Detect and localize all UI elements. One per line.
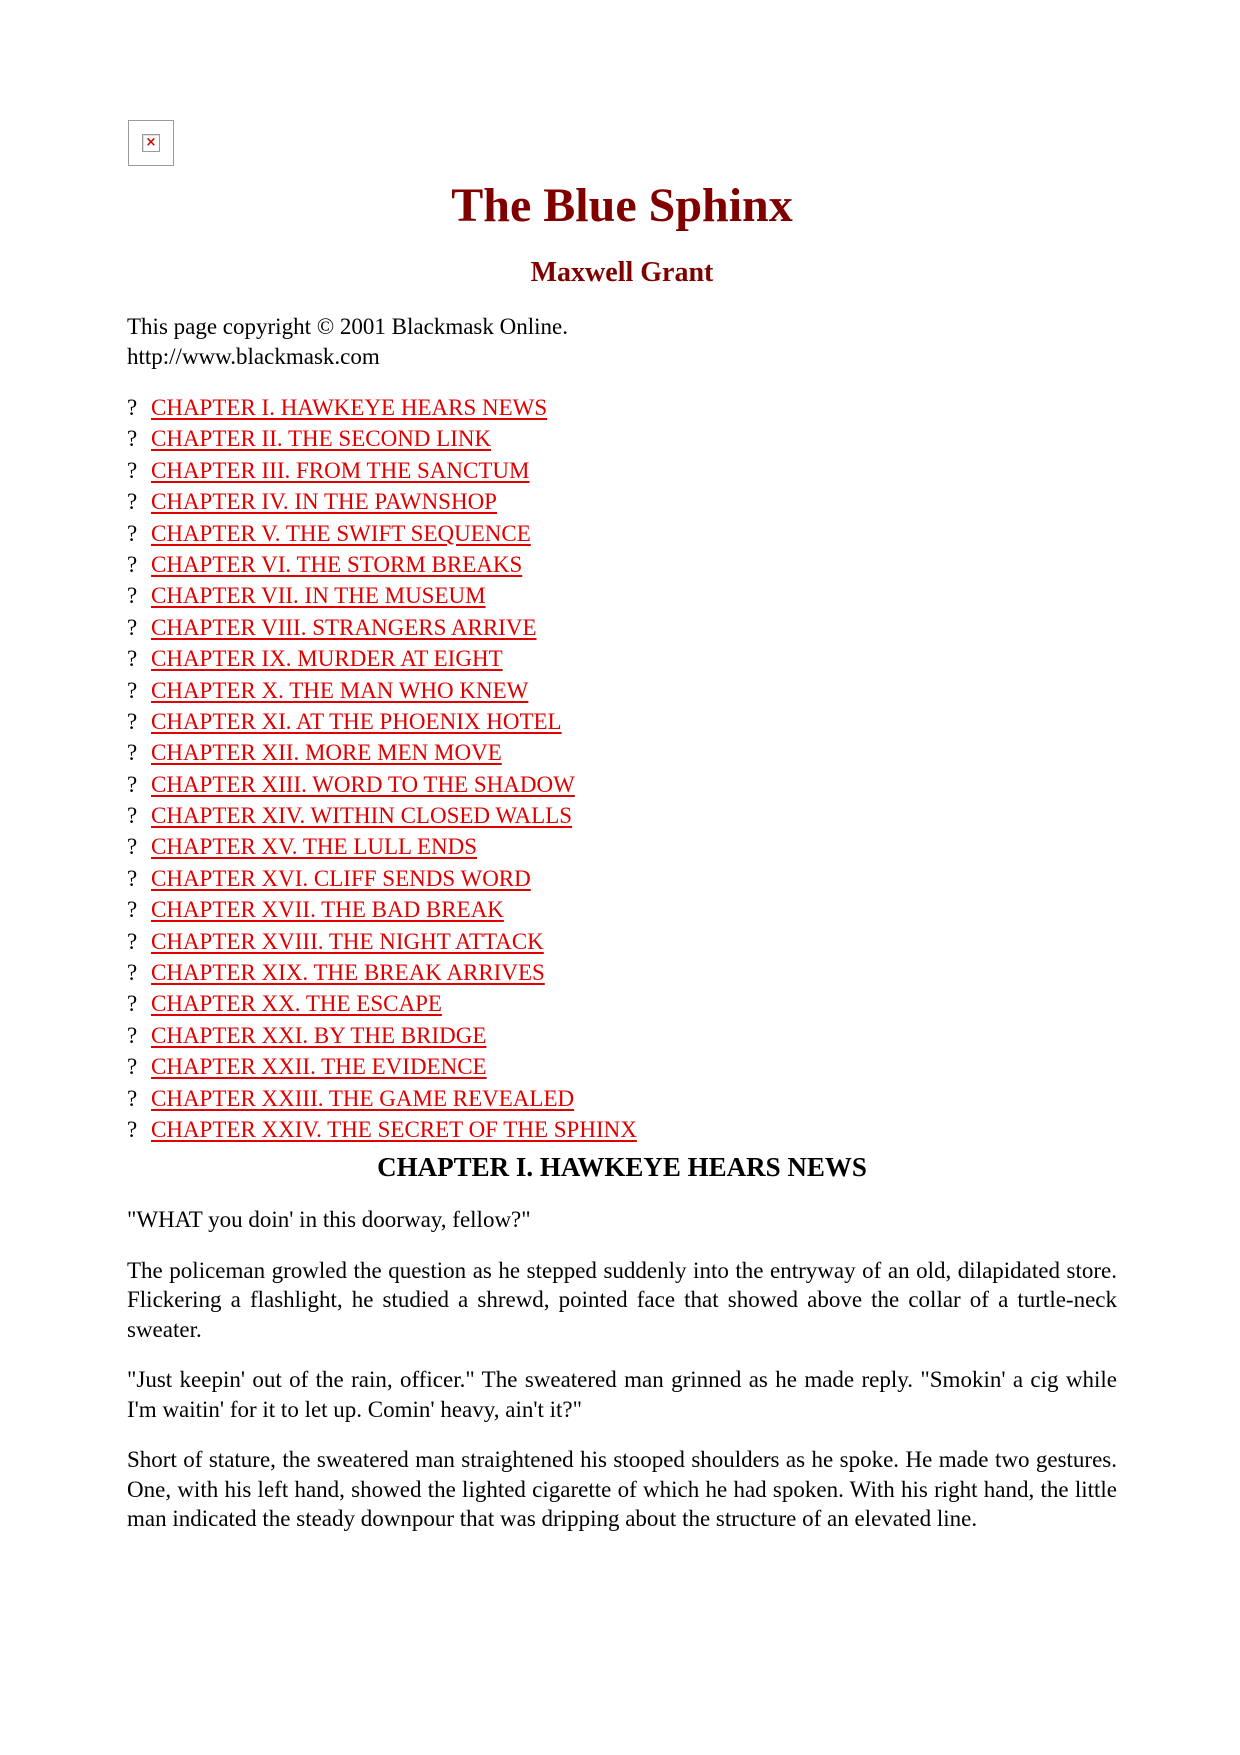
toc-item bbox=[127, 423, 1117, 454]
toc-bullet: ? bbox=[127, 834, 138, 860]
toc-bullet: ? bbox=[127, 991, 138, 1017]
toc-item bbox=[127, 988, 1117, 1019]
toc-item bbox=[127, 675, 1117, 706]
toc-chapter-link[interactable]: CHAPTER XXIII. THE GAME REVEALED bbox=[151, 1085, 575, 1111]
toc-chapter-link[interactable]: CHAPTER XIV. WITHIN CLOSED WALLS bbox=[151, 803, 573, 829]
toc-chapter-link[interactable]: CHAPTER XII. MORE MEN MOVE bbox=[151, 740, 502, 766]
website-url: http://www.blackmask.com bbox=[127, 344, 380, 369]
toc-item bbox=[127, 737, 1117, 768]
toc-item bbox=[127, 926, 1117, 957]
book-title: The Blue Sphinx bbox=[451, 179, 793, 232]
toc-bullet: ? bbox=[127, 489, 138, 515]
toc-chapter-link[interactable]: CHAPTER XI. AT THE PHOENIX HOTEL bbox=[151, 708, 562, 734]
toc-chapter-link[interactable]: CHAPTER XIII. WORD TO THE SHADOW bbox=[151, 771, 575, 797]
document-page bbox=[127, 120, 1117, 1534]
chapter-paragraph: "Just keepin' out of the rain, officer." The sweatered man grinned as he made reply. "Smokin' a cig while I'm waitin' for it to let up. Comin' heavy, ain't it?" bbox=[127, 1367, 1117, 1422]
toc-bullet: ? bbox=[127, 520, 138, 546]
toc-chapter-link[interactable]: CHAPTER XXI. BY THE BRIDGE bbox=[151, 1022, 487, 1048]
toc-bullet: ? bbox=[127, 803, 138, 829]
toc-chapter-link[interactable]: CHAPTER VII. IN THE MUSEUM bbox=[151, 583, 486, 609]
toc-bullet: ? bbox=[127, 928, 138, 954]
toc-bullet: ? bbox=[127, 771, 138, 797]
toc-item bbox=[127, 580, 1117, 611]
toc-item bbox=[127, 392, 1117, 423]
toc-item bbox=[127, 894, 1117, 925]
toc-chapter-link[interactable]: CHAPTER III. FROM THE SANCTUM bbox=[151, 457, 530, 483]
toc-chapter-link[interactable]: CHAPTER VIII. STRANGERS ARRIVE bbox=[151, 614, 537, 640]
toc-bullet: ? bbox=[127, 551, 138, 577]
toc-item bbox=[127, 486, 1117, 517]
toc-bullet: ? bbox=[127, 897, 138, 923]
toc-item bbox=[127, 863, 1117, 894]
broken-image-frame bbox=[142, 134, 160, 152]
toc-item bbox=[127, 455, 1117, 486]
chapter-paragraph: The policeman growled the question as he stepped suddenly into the entryway of an old, dilapidated store. Flickering a flashlight, he studied a shrewd, pointed face that showed above the collar of a turtle-neck sweater. bbox=[127, 1257, 1117, 1342]
toc-chapter-link[interactable]: CHAPTER II. THE SECOND LINK bbox=[151, 426, 492, 452]
toc-bullet: ? bbox=[127, 708, 138, 734]
toc-chapter-link[interactable]: CHAPTER XVIII. THE NIGHT ATTACK bbox=[151, 928, 544, 954]
toc-bullet: ? bbox=[127, 740, 138, 766]
toc-item bbox=[127, 831, 1117, 862]
toc-chapter-link[interactable]: CHAPTER XX. THE ESCAPE bbox=[151, 991, 442, 1017]
toc-bullet: ? bbox=[127, 457, 138, 483]
toc-chapter-link[interactable]: CHAPTER XVI. CLIFF SENDS WORD bbox=[151, 865, 531, 891]
broken-image-x-icon: × bbox=[145, 135, 157, 150]
toc-bullet: ? bbox=[127, 1116, 138, 1142]
toc-item bbox=[127, 1083, 1117, 1114]
toc-chapter-link[interactable]: CHAPTER XIX. THE BREAK ARRIVES bbox=[151, 960, 545, 986]
chapter-paragraph: "WHAT you doin' in this doorway, fellow?" bbox=[127, 1207, 531, 1233]
toc-item bbox=[127, 518, 1117, 549]
toc-bullet: ? bbox=[127, 960, 138, 986]
toc-chapter-link[interactable]: CHAPTER I. HAWKEYE HEARS NEWS bbox=[151, 395, 548, 420]
toc-chapter-link[interactable]: CHAPTER IV. IN THE PAWNSHOP bbox=[151, 489, 497, 515]
toc-chapter-link[interactable]: CHAPTER V. THE SWIFT SEQUENCE bbox=[151, 520, 531, 546]
copyright-line: This page copyright © 2001 Blackmask Online. bbox=[127, 314, 568, 339]
book-author: Maxwell Grant bbox=[530, 257, 714, 288]
toc-bullet: ? bbox=[127, 426, 138, 452]
chapter-paragraph: Short of stature, the sweatered man straightened his stooped shoulders as he spoke. He made two gestures. One, with his left hand, showed the lighted cigarette of which he had spoken. With his right hand, the little man indicated the steady downpour that was dripping about the structure of an elevated line. bbox=[127, 1447, 1117, 1532]
chapter-body bbox=[127, 1205, 1117, 1534]
toc-item bbox=[127, 769, 1117, 800]
toc-chapter-link[interactable]: CHAPTER X. THE MAN WHO KNEW bbox=[151, 677, 529, 703]
toc-item bbox=[127, 1114, 1117, 1145]
toc-bullet: ? bbox=[127, 1085, 138, 1111]
toc-chapter-link[interactable]: CHAPTER VI. THE STORM BREAKS bbox=[151, 551, 523, 577]
toc-item bbox=[127, 612, 1117, 643]
toc-chapter-link[interactable]: CHAPTER XV. THE LULL ENDS bbox=[151, 834, 478, 860]
toc-bullet: ? bbox=[127, 395, 138, 420]
toc-bullet: ? bbox=[127, 614, 138, 640]
broken-image-icon bbox=[128, 120, 174, 166]
toc-chapter-link[interactable]: CHAPTER IX. MURDER AT EIGHT bbox=[151, 646, 503, 672]
toc-bullet: ? bbox=[127, 677, 138, 703]
table-of-contents bbox=[127, 392, 1117, 1145]
toc-chapter-link[interactable]: CHAPTER XVII. THE BAD BREAK bbox=[151, 897, 504, 923]
toc-item bbox=[127, 549, 1117, 580]
toc-item bbox=[127, 706, 1117, 737]
chapter-heading: CHAPTER I. HAWKEYE HEARS NEWS bbox=[377, 1152, 867, 1183]
toc-chapter-link[interactable]: CHAPTER XXIV. THE SECRET OF THE SPHINX bbox=[151, 1116, 637, 1142]
toc-item bbox=[127, 1020, 1117, 1051]
toc-item bbox=[127, 800, 1117, 831]
toc-bullet: ? bbox=[127, 1054, 138, 1080]
toc-bullet: ? bbox=[127, 1022, 138, 1048]
toc-item bbox=[127, 1051, 1117, 1082]
toc-bullet: ? bbox=[127, 865, 138, 891]
toc-bullet: ? bbox=[127, 646, 138, 672]
toc-item bbox=[127, 957, 1117, 988]
toc-item bbox=[127, 643, 1117, 674]
toc-bullet: ? bbox=[127, 583, 138, 609]
copyright-block bbox=[127, 312, 1117, 372]
toc-chapter-link[interactable]: CHAPTER XXII. THE EVIDENCE bbox=[151, 1054, 487, 1080]
